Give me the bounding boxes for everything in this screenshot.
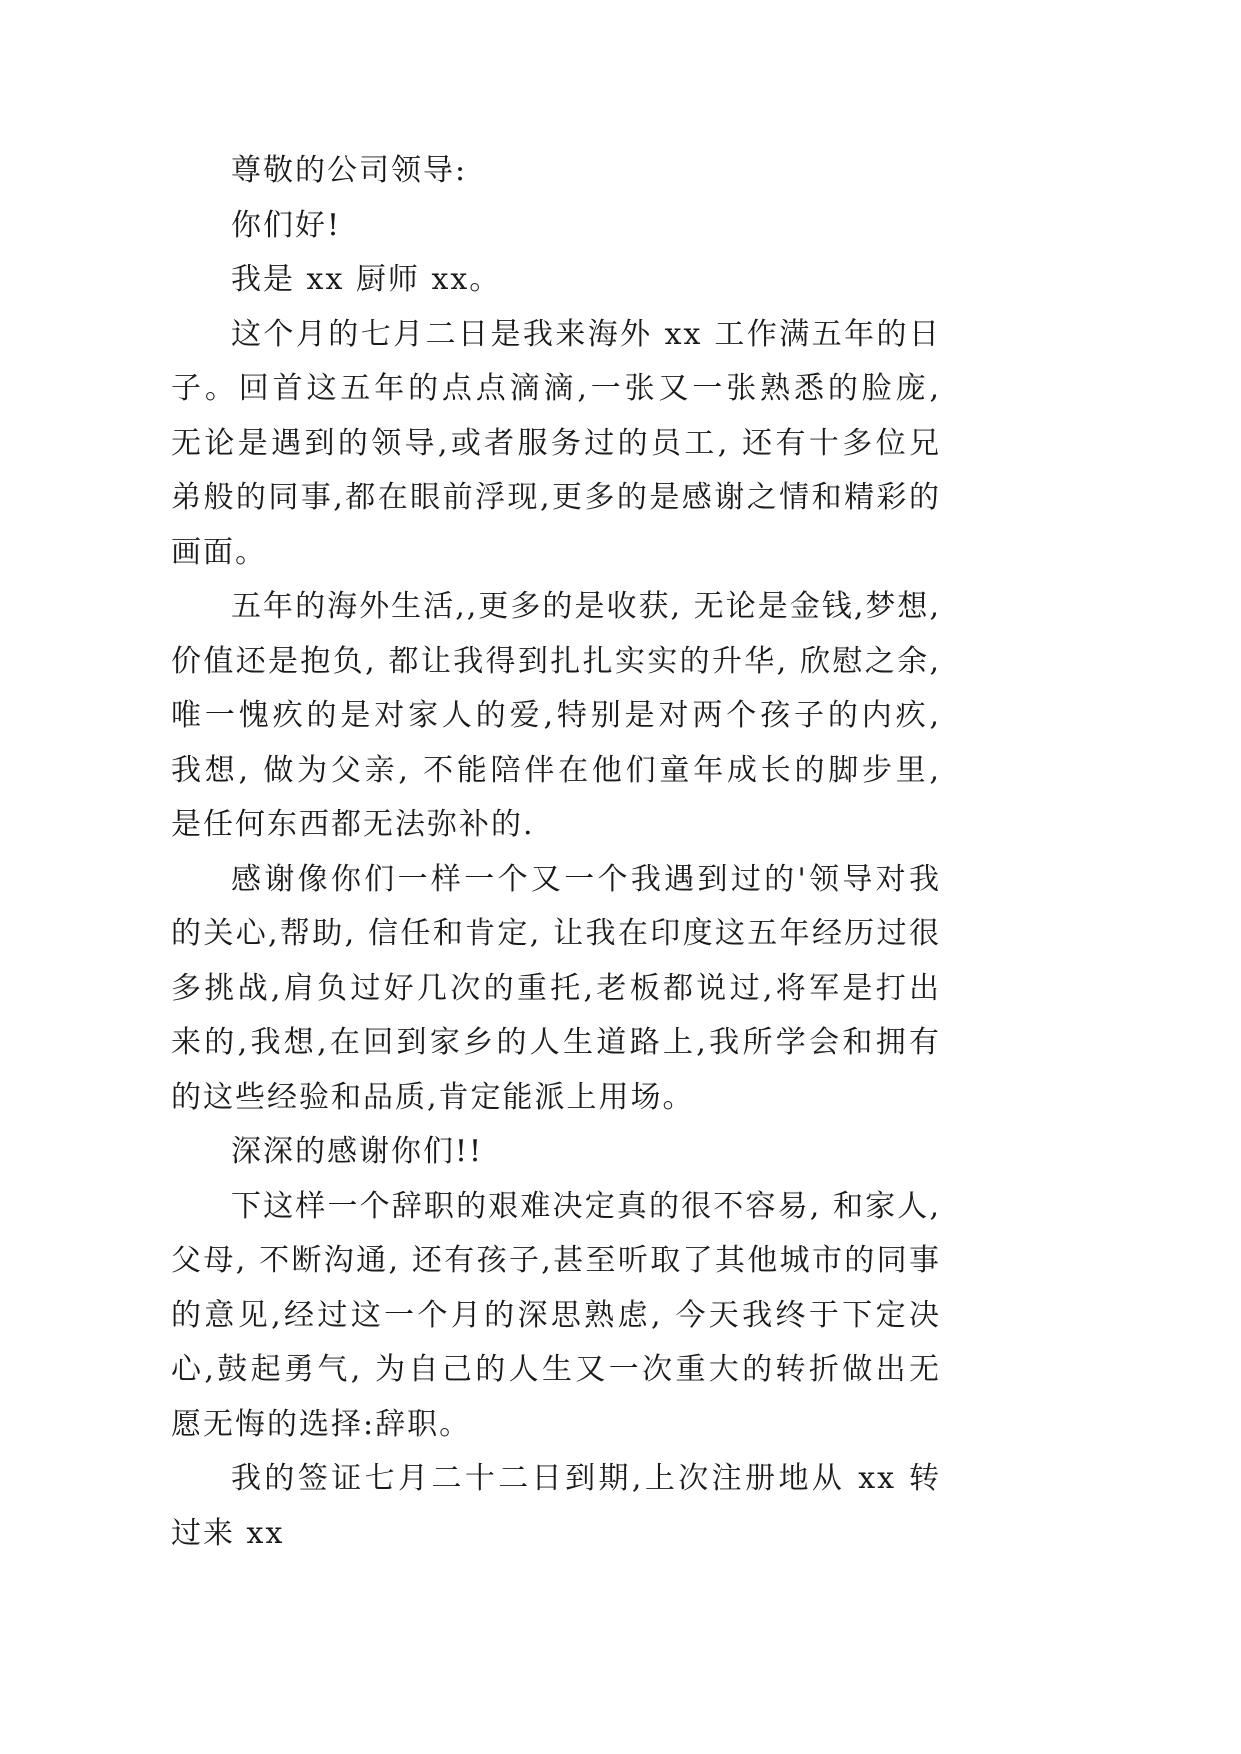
self-introduction: 我是 xx 厨师 xx。 xyxy=(231,262,502,297)
paragraph-resignation-decision: 下这样一个辞职的艰难决定真的很不容易, 和家人, 父母, 不断沟通, 还有孩子,甚至听取了其他城市的同事的意见,经过这一个月的深思熟虑, 今天我终于下定决心,鼓起勇气, 为自己的人生又一次重大的转折做出无愿无悔的选择:辞职。 xyxy=(171,1188,941,1442)
greeting: 你们好! xyxy=(231,207,342,243)
paragraph-five-years: 这个月的七月二日是我来海外 xx 工作满五年的日子。回首这五年的点点滴滴,一张又一张熟悉的脸庞, 无论是遇到的领导,或者服务过的员工, 还有十多位兄弟般的同事,都在眼前浮现,更多的是感谢之情和精彩的画面。 xyxy=(171,316,941,570)
salutation: 尊敬的公司领导: xyxy=(231,153,468,188)
paragraph-visa: 我的签证七月二十二日到期,上次注册地从 xx 转过来 xx xyxy=(171,1461,941,1551)
paragraph-thanks-leaders: 感谢像你们一样一个又一个我遇到过的'领导对我的关心,帮助, 信任和肯定, 让我在印度这五年经历过很多挑战,肩负过好几次的重托,老板都说过,将军是打出来的,我想,在回到家乡的人生道路上,我所学会和拥有的这些经验和品质,肯定能派上用场。 xyxy=(171,861,941,1115)
paragraph-overseas-life: 五年的海外生活,,更多的是收获, 无论是金钱,梦想, 价值还是抱负, 都让我得到扎扎实实的升华, 欣慰之余,唯一愧疚的是对家人的爱,特别是对两个孩子的内疚, 我想, 做为父亲, 不能陪伴在他们童年成长的脚步里, 是任何东西都无法弥补的. xyxy=(171,589,941,842)
letter-body xyxy=(171,144,941,1561)
paragraph-deep-thanks: 深深的感谢你们!! xyxy=(231,1134,484,1169)
